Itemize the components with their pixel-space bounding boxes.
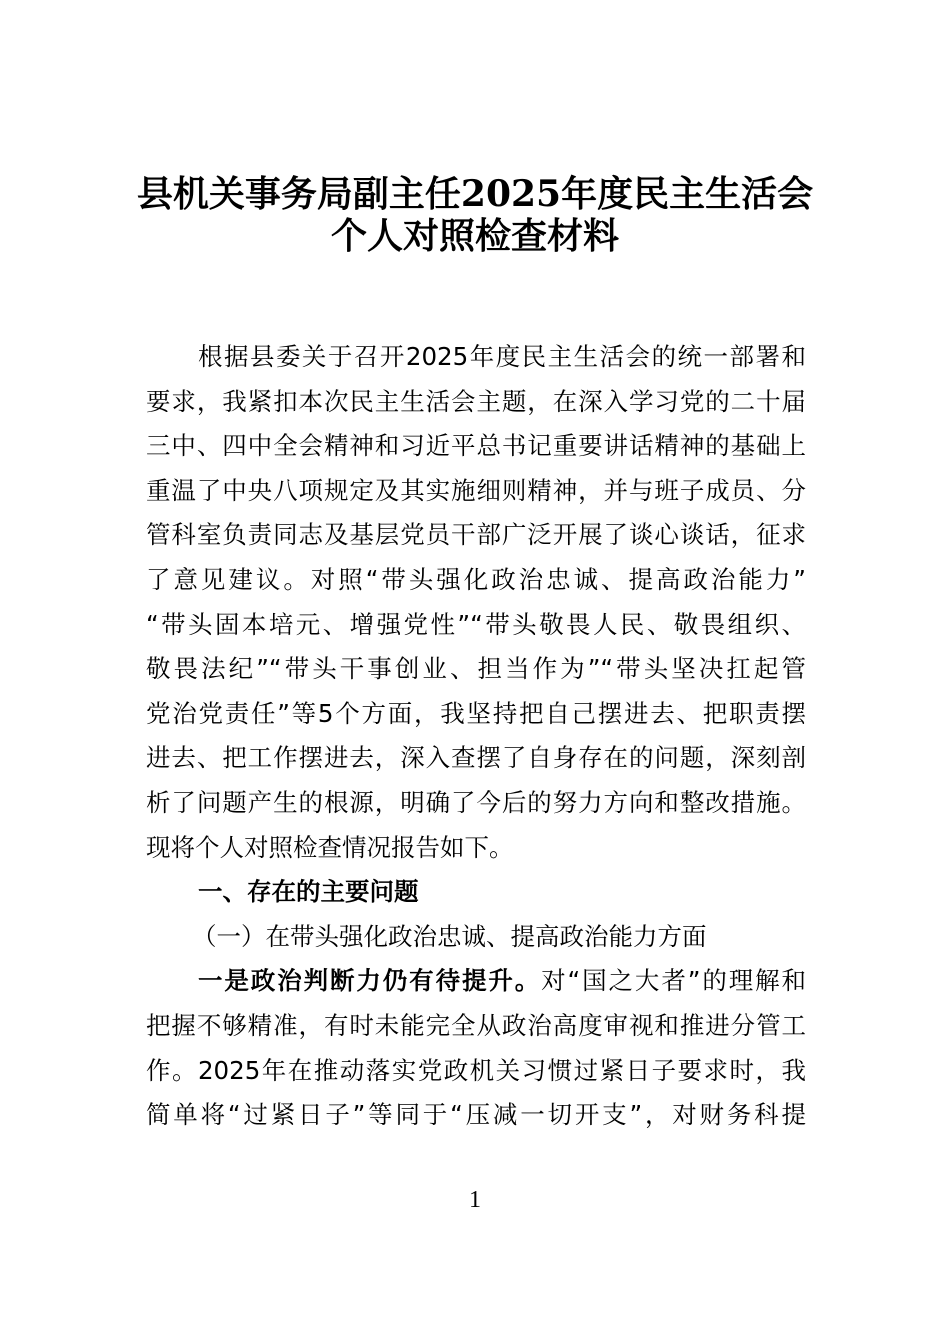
- page-number: 1: [469, 1187, 481, 1213]
- point-text: 对“国之大者”的理解和: [541, 966, 807, 996]
- text-line: 把握不够精准，有时未能完全从政治高度审视和推进分管工: [146, 1010, 806, 1040]
- text-line: 要求，我紧扣本次民主生活会主题，在深入学习党的二十届: [146, 386, 806, 416]
- subsection-heading: （一）在带头强化政治忠诚、提高政治能力方面: [192, 921, 707, 951]
- point-lead: 一是政治判断力仍有待提升。: [198, 966, 542, 996]
- text-line: 简单将“过紧日子”等同于“压减一切开支”，对财务科提: [146, 1100, 806, 1130]
- intro-paragraph: [146, 335, 806, 870]
- document-title-line-2: 个人对照检查材料: [330, 215, 619, 257]
- document-body: [146, 335, 806, 1138]
- section-heading: 一、存在的主要问题: [198, 877, 419, 907]
- text-line: 现将个人对照检查情况报告如下。: [146, 832, 514, 862]
- text-line: 重温了中央八项规定及其实施细则精神，并与班子成员、分: [146, 475, 806, 505]
- text-line: “带头固本培元、增强党性”“带头敬畏人民、敬畏组织、: [146, 609, 806, 639]
- point-one-paragraph: [146, 959, 806, 1137]
- text-line: 党治党责任”等5个方面，我坚持把自己摆进去、把职责摆: [146, 698, 806, 728]
- text-line: 了意见建议。对照“带头强化政治忠诚、提高政治能力”: [146, 564, 806, 594]
- document-title-line-1: 县机关事务局副主任2025年度民主生活会: [136, 173, 814, 215]
- text-line: [146, 959, 806, 1004]
- text-line: 管科室负责同志及基层党员干部广泛开展了谈心谈话，征求: [146, 520, 806, 550]
- text-line: 作。2025年在推动落实党政机关习惯过紧日子要求时，我: [146, 1055, 806, 1085]
- text-line: 析了问题产生的根源，明确了今后的努力方向和整改措施。: [146, 787, 806, 817]
- text-line: 进去、把工作摆进去，深入查摆了自身存在的问题，深刻剖: [146, 743, 806, 773]
- text-line: 根据县委关于召开2025年度民主生活会的统一部署和: [198, 342, 806, 371]
- text-line: 三中、四中全会精神和习近平总书记重要讲话精神的基础上: [146, 431, 806, 461]
- text-line: 敬畏法纪”“带头干事创业、担当作为”“带头坚决扛起管: [146, 654, 806, 684]
